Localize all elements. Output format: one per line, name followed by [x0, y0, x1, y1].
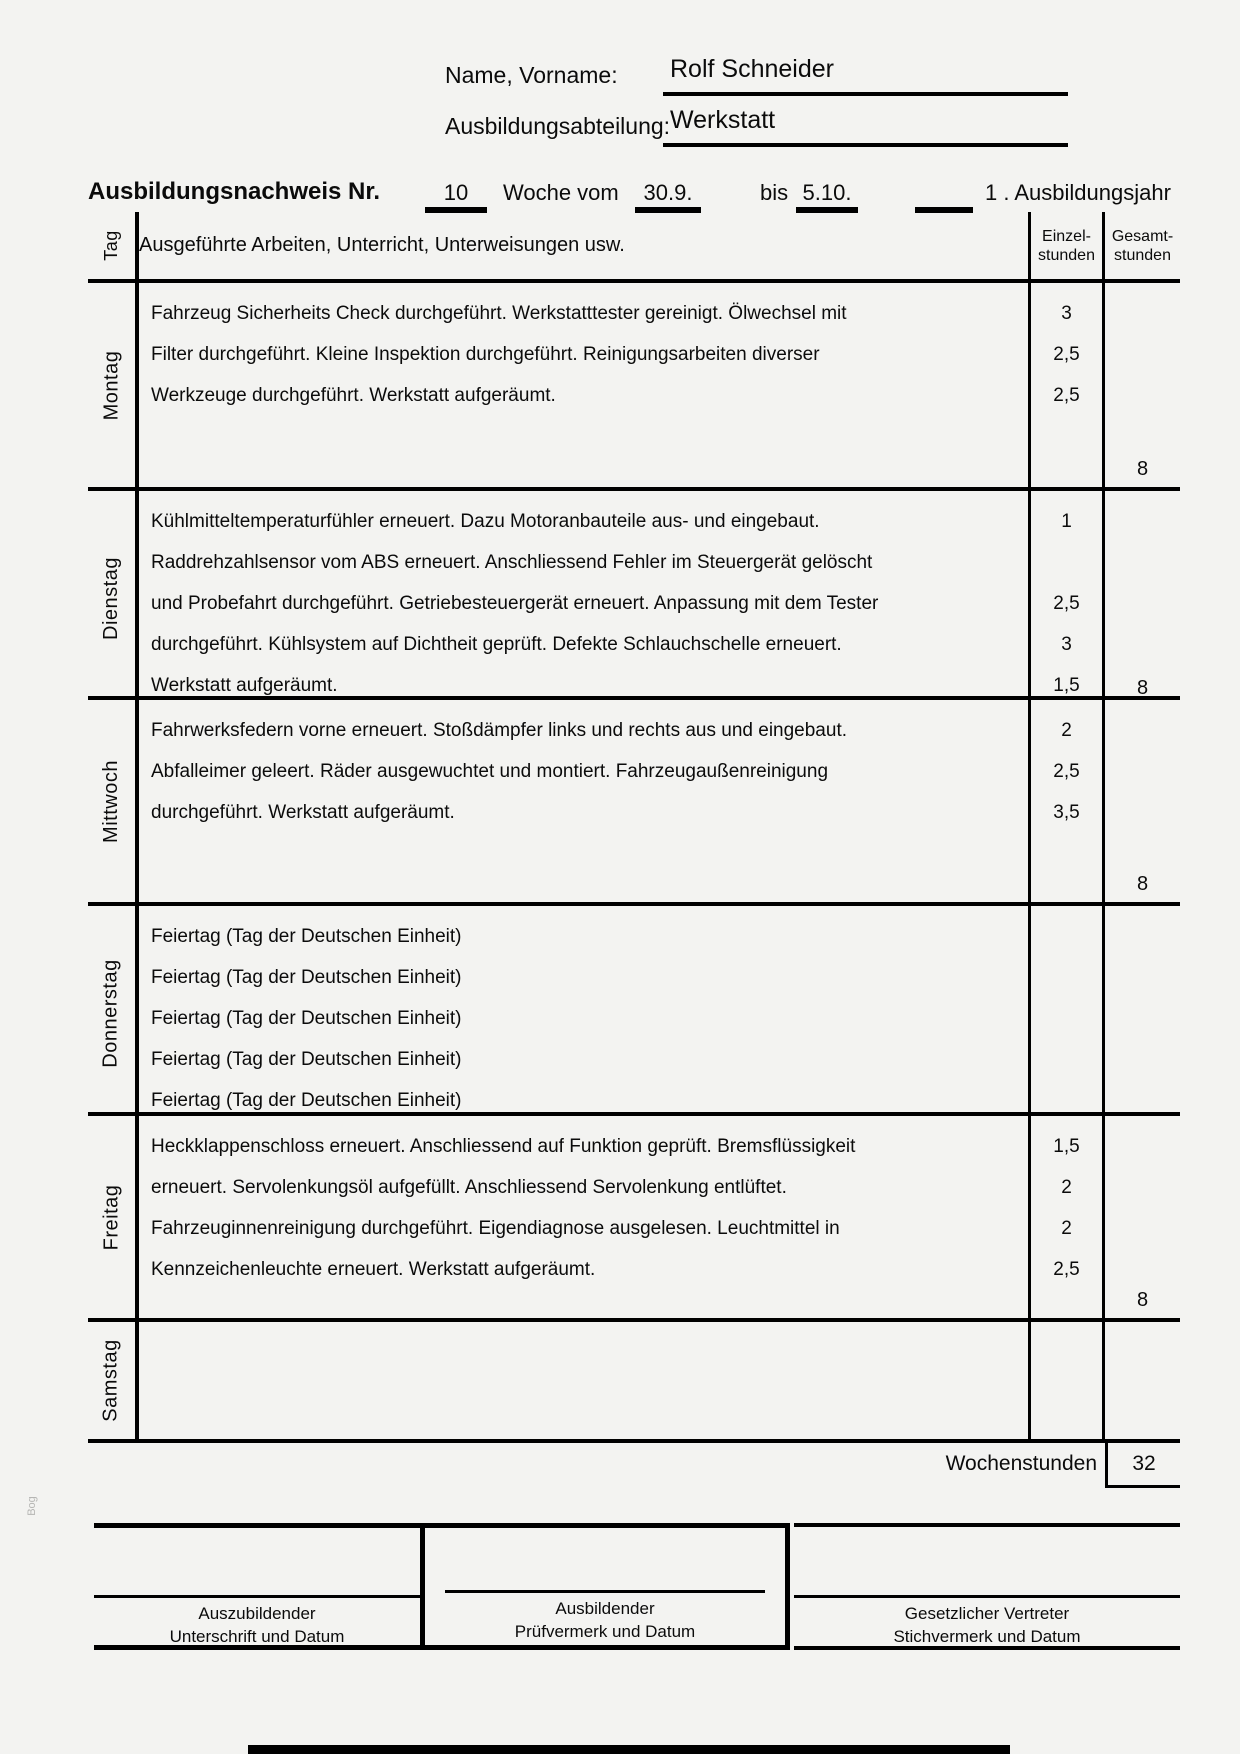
hours-value: 2	[1061, 1217, 1072, 1239]
signature-box-trainer	[420, 1523, 790, 1650]
day-hours-column	[1028, 906, 1105, 1121]
activity-line: Feiertag (Tag der Deutschen Einheit)	[151, 925, 462, 947]
day-total-value: 8	[1136, 677, 1149, 699]
training-year-label: . Ausbildungsjahr	[1003, 180, 1171, 205]
hours-value: 2,5	[1053, 592, 1080, 614]
signature-box-legal-representative	[794, 1523, 1180, 1650]
hours-value: 2,5	[1053, 760, 1080, 782]
hours-value: 2	[1061, 1176, 1072, 1198]
einzelstunden-header-line2: stunden	[1038, 246, 1095, 264]
day-hours-column	[1028, 491, 1105, 706]
week-from-label: Woche vom	[503, 180, 619, 205]
day-activities	[135, 1116, 1028, 1318]
day-label: Montag	[100, 350, 122, 420]
table-row-donnerstag	[88, 906, 1180, 1116]
table-row-dienstag	[88, 491, 1180, 700]
activity-line: Heckklappenschloss erneuert. Anschliessend auf Funktion geprüft. Bremsflüssigkeit	[151, 1135, 856, 1157]
hours-value: 2,5	[1053, 1258, 1080, 1280]
tag-header-cell	[88, 212, 135, 279]
day-label-cell	[88, 491, 135, 706]
day-activities	[135, 491, 1028, 706]
training-year-value: 1	[985, 180, 998, 205]
gesamtstunden-header-line2: stunden	[1114, 246, 1171, 264]
hours-value: 3	[1061, 633, 1072, 655]
faint-edge-text: Bog	[25, 1496, 38, 1516]
trainee-role-label: Auszubildender	[198, 1604, 316, 1623]
day-total-cell	[1105, 491, 1180, 706]
day-total-cell	[1105, 700, 1180, 902]
department-field-label: Ausbildungsabteilung:	[445, 113, 671, 139]
activity-line: Abfalleimer geleert. Räder ausgewuchtet und montiert. Fahrzeugaußenreinigung	[151, 760, 829, 782]
until-label: bis	[760, 180, 789, 205]
day-hours-column	[1028, 283, 1105, 487]
signature-box-trainee	[94, 1523, 420, 1650]
name-field-value: Rolf Schneider	[670, 55, 834, 83]
day-label-cell	[88, 1322, 135, 1439]
activity-line: Feiertag (Tag der Deutschen Einheit)	[151, 1007, 462, 1029]
department-field-value: Werkstatt	[670, 106, 776, 134]
legal-representative-signature-label: Stichvermerk und Datum	[893, 1627, 1081, 1646]
day-activities	[135, 283, 1028, 487]
work-header-cell: Ausgeführte Arbeiten, Unterricht, Unterweisungen usw.	[135, 212, 1028, 279]
gesamtstunden-header-cell	[1105, 212, 1180, 279]
day-hours-column	[1028, 1116, 1105, 1318]
day-label: Freitag	[100, 1184, 122, 1250]
activity-line: Werkzeuge durchgeführt. Werkstatt aufgeräumt.	[151, 384, 556, 406]
gesamtstunden-header-line1: Gesamt-	[1111, 227, 1174, 245]
day-label-cell	[88, 906, 135, 1121]
activity-line: Feiertag (Tag der Deutschen Einheit)	[151, 966, 462, 988]
trainer-signature-line	[445, 1528, 765, 1593]
day-activities	[135, 700, 1028, 902]
hours-value: 1	[1061, 510, 1072, 532]
table-header-row	[88, 212, 1180, 283]
weekly-report-table	[88, 212, 1180, 1443]
table-row-samstag	[88, 1322, 1180, 1443]
week-from-value: 30.9.	[643, 180, 693, 205]
tag-header-label: Tag	[101, 230, 121, 261]
activity-line: durchgeführt. Werkstatt aufgeräumt.	[151, 801, 455, 823]
activity-line: Fahrwerksfedern vorne erneuert. Stoßdämpfer links und rechts aus und eingebaut.	[151, 719, 847, 741]
document-title: Ausbildungsnachweis Nr.	[88, 178, 381, 205]
trainee-signature-label: Unterschrift und Datum	[169, 1627, 345, 1646]
hours-value: 2	[1061, 719, 1072, 741]
hours-value	[1031, 542, 1102, 583]
activity-line: Filter durchgeführt. Kleine Inspektion durchgeführt. Reinigungsarbeiten diverser	[151, 343, 820, 365]
department-field-underline	[663, 143, 1068, 147]
day-label-cell	[88, 700, 135, 902]
activity-line: Feiertag (Tag der Deutschen Einheit)	[151, 1089, 462, 1111]
day-label-cell	[88, 283, 135, 487]
activity-line: Raddrehzahlsensor vom ABS erneuert. Anschliessend Fehler im Steuergerät gelöscht	[151, 551, 873, 573]
day-label: Dienstag	[100, 557, 122, 640]
activity-line: Werkstatt aufgeräumt.	[151, 674, 338, 696]
activity-line: Feiertag (Tag der Deutschen Einheit)	[151, 1048, 462, 1070]
week-to-value: 5.10.	[802, 180, 852, 205]
weekly-total-value: 32	[1105, 1443, 1180, 1488]
day-activities	[135, 1322, 1028, 1439]
trainer-signature-label: Prüfvermerk und Datum	[514, 1622, 696, 1641]
activity-line: Kennzeichenleuchte erneuert. Werkstatt aufgeräumt.	[151, 1258, 596, 1280]
trainee-signature-line	[94, 1528, 420, 1598]
hours-value: 2,5	[1053, 384, 1080, 406]
report-number-value: 10	[443, 180, 469, 205]
activity-line: Fahrzeug Sicherheits Check durchgeführt. Werkstatttester gereinigt. Ölwechsel mit	[151, 302, 847, 324]
day-hours-column	[1028, 1322, 1105, 1439]
activity-line: Fahrzeuginnenreinigung durchgeführt. Eigendiagnose ausgelesen. Leuchtmittel in	[151, 1217, 840, 1239]
activity-line: Kühlmitteltemperaturfühler erneuert. Dazu Motoranbauteile aus- und eingebaut.	[151, 510, 820, 532]
einzelstunden-header-cell	[1028, 212, 1105, 279]
day-label: Donnerstag	[100, 959, 122, 1068]
day-total-cell	[1105, 283, 1180, 487]
trainer-role-label: Ausbildender	[555, 1599, 655, 1618]
activity-line: und Probefahrt durchgeführt. Getriebesteuergerät erneuert. Anpassung mit dem Tester	[151, 592, 879, 614]
einzelstunden-header-line1: Einzel-	[1042, 227, 1091, 245]
hours-value: 3	[1061, 302, 1072, 324]
activity-line: durchgeführt. Kühlsystem auf Dichtheit geprüft. Defekte Schlauchschelle erneuert.	[151, 633, 842, 655]
day-label: Mittwoch	[100, 759, 122, 843]
day-total-value: 8	[1136, 1289, 1149, 1311]
training-year	[985, 180, 1171, 206]
legal-representative-role-label: Gesetzlicher Vertreter	[904, 1604, 1070, 1623]
day-label: Samstag	[100, 1339, 122, 1422]
hours-value: 1,5	[1053, 1135, 1080, 1157]
name-field-label: Name, Vorname:	[445, 62, 618, 88]
day-activities	[135, 906, 1028, 1121]
weekly-total-label: Wochenstunden	[945, 1452, 1097, 1475]
day-label-cell	[88, 1116, 135, 1318]
activity-line: erneuert. Servolenkungsöl aufgefüllt. Anschliessend Servolenkung entlüftet.	[151, 1176, 787, 1198]
day-hours-column	[1028, 700, 1105, 902]
weekly-total-row	[88, 1443, 1180, 1488]
legal-representative-signature-line	[794, 1527, 1180, 1598]
table-row-mittwoch	[88, 700, 1180, 906]
table-row-freitag	[88, 1116, 1180, 1322]
scan-artifact-bar	[248, 1745, 1010, 1754]
name-field-underline	[663, 92, 1068, 96]
table-row-montag	[88, 283, 1180, 491]
day-total-value: 8	[1136, 873, 1149, 895]
hours-value: 3,5	[1053, 801, 1080, 823]
hours-value: 2,5	[1053, 343, 1080, 365]
day-total-value: 8	[1136, 458, 1149, 480]
day-total-cell	[1105, 1322, 1180, 1439]
day-total-cell	[1105, 1116, 1180, 1318]
day-total-cell	[1105, 906, 1180, 1121]
hours-value: 1,5	[1053, 674, 1080, 696]
